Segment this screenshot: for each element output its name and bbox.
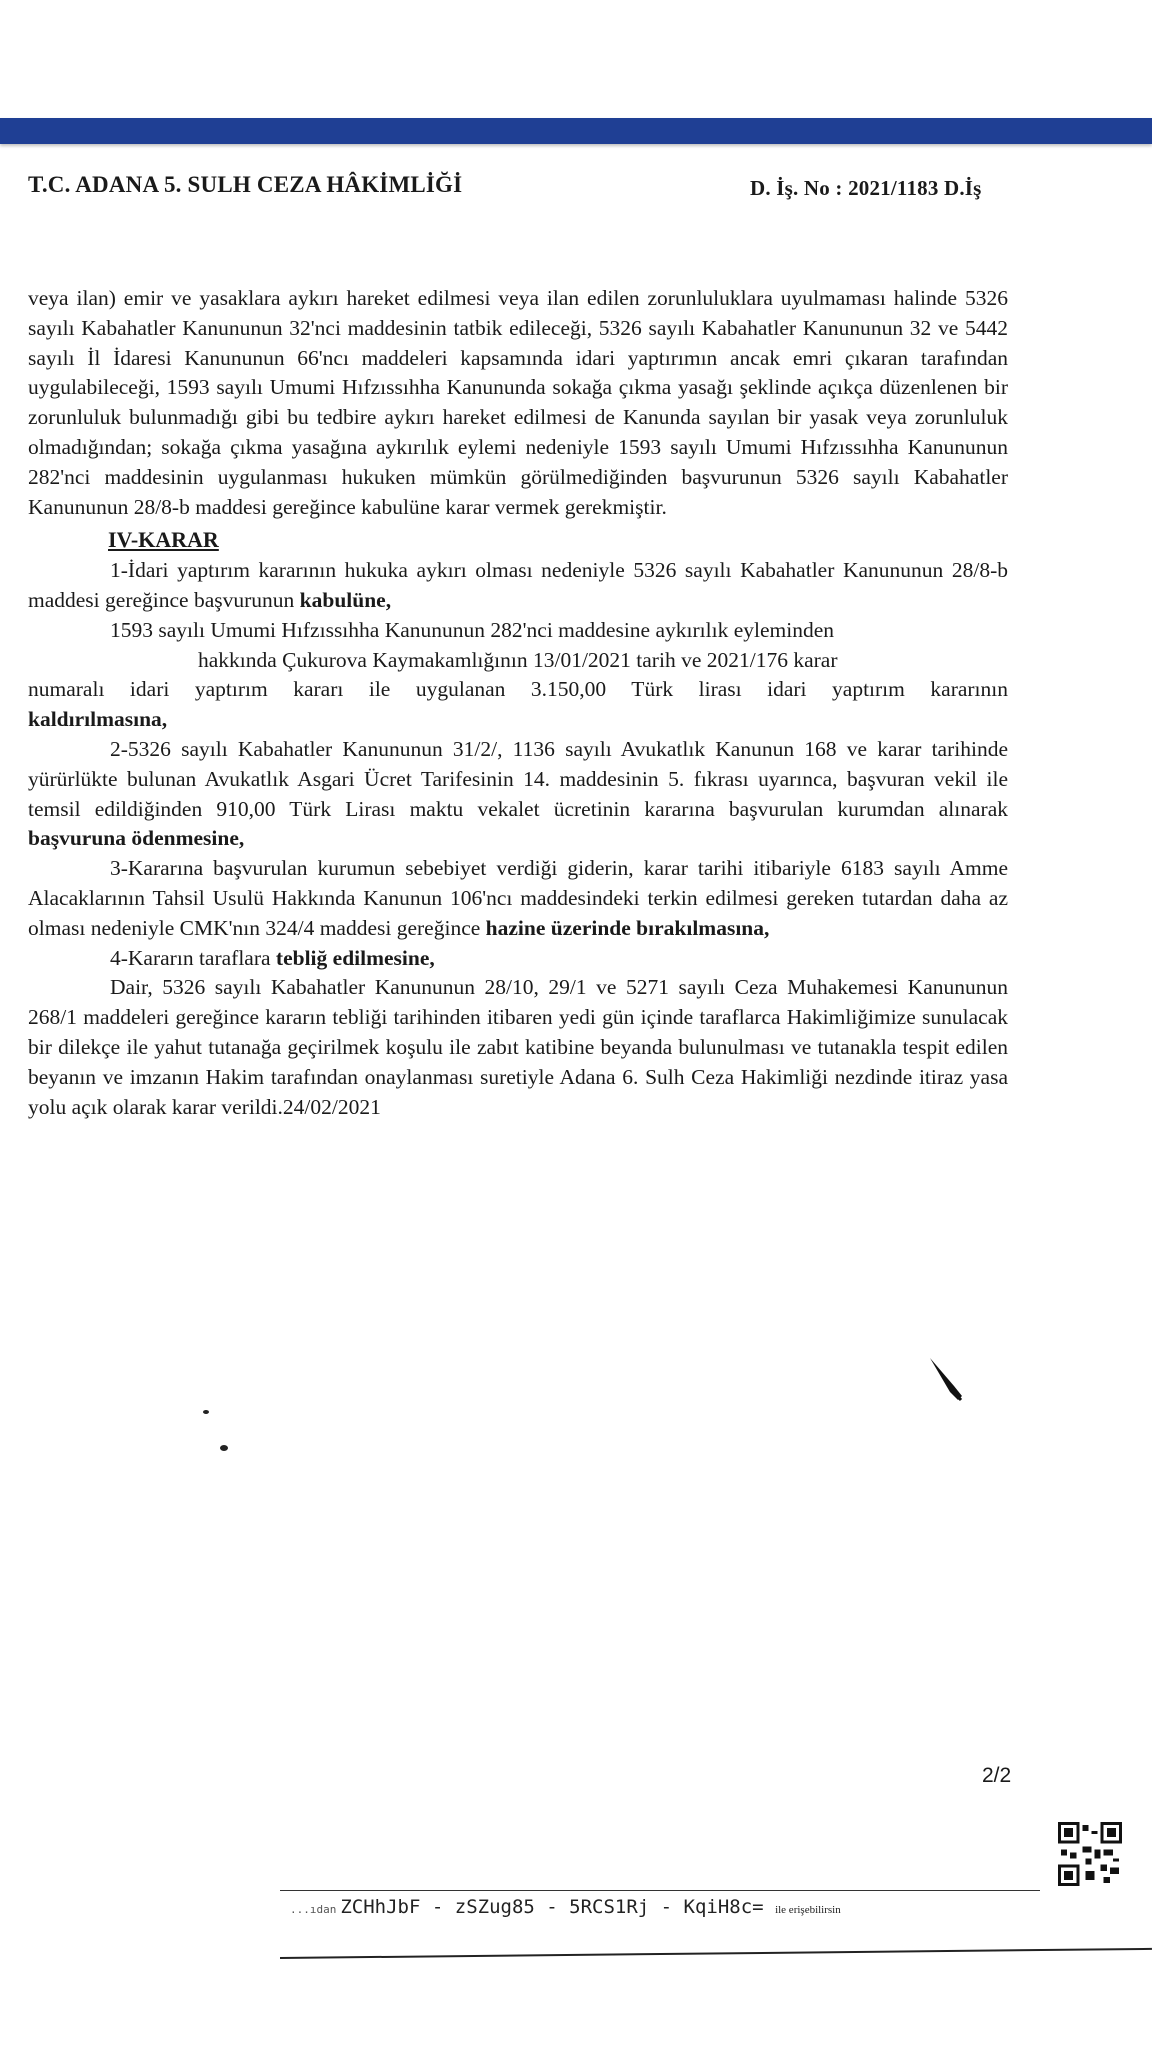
qr-code-icon (1058, 1820, 1122, 1888)
decision-item-1-bold: kabulüne, (299, 587, 392, 612)
section-heading: IV-KARAR (108, 527, 219, 553)
reasoning-paragraph: veya ilan) emir ve yasaklara aykırı hareket edilmesi veya ilan edilen zorunluluklara uyulmaması halinde 5326 sayılı Kabahatler Kanununun 32'nci maddesinin tatbik edileceği, 5326 sayılı Kabahatler Kanununun 32 ve 5442 sayılı İl İdaresi Kanununun 66'ncı maddeleri kapsamında idari yaptırımın ancak emri çıkaran tarafından uygulabileceği, 1593 sayılı Umumi Hıfzıssıhha Kanununda sokağa çıkma yasağı şeklinde açıkça düzenlenen bir zorunluluk bulunmadığı gibi bu tedbire aykırı hareket edilmesi de Kanunda sayılan bir yasak veya zorunluluk olmadığından; sokağa çıkma yasağına aykırılık eylemi nedeniyle 1593 sayılı Umumi Hıfzıssıhha Kanununun 282'nci maddesinin uygulanması hukuken mümkün görülmediğinden başvurunun 5326 sayılı Kabahatler Kanununun 28/8-b maddesi gereğince kabulüne karar vermek gerekmiştir. (28, 286, 1008, 519)
decision-item-4-text: 4-Kararın taraflara (110, 945, 276, 970)
verification-code-line (290, 1896, 841, 1918)
verification-prefix: ...ıdan (290, 1903, 337, 1916)
court-name: T.C. ADANA 5. SULH CEZA HÂKİMLİĞİ (28, 172, 463, 197)
verification-rule (280, 1890, 1040, 1891)
decision-item-1b-bold (28, 705, 1008, 735)
decision-item-4 (28, 944, 1008, 974)
document-body (28, 284, 1008, 1122)
decision-item-3-bold: hazine üzerinde bırakılmasına, (485, 915, 770, 940)
closing-paragraph: Dair, 5326 sayılı Kabahatler Kanununun 28/10, 29/1 ve 5271 sayılı Ceza Muhakemesi Kanununun 268/1 maddeleri gereğince kararın tebliği tarihinden itibaren yedi gün içinde taraflarca Hakimliğimize sunulacak bir dilekçe ile yahut tutanağa geçirilmek koşulu ile zabıt katibine beyanda bulunulması ve tutanakla tespit edilen beyanın ve imzanın Hakim tarafından onaylanması suretiyle Adana 6. Sulh Ceza Hakimliği nezdinde itiraz yasa yolu açık olarak karar verildi.24/02/2021 (28, 975, 1008, 1119)
ink-spot-icon (198, 1406, 238, 1456)
decision-item-1b-line-2: hakkında Çukurova Kaymakamlığının 13/01/2021 tarih ve 2021/176 karar (198, 647, 838, 672)
decision-item-2-bold: başvuruna ödenmesine, (28, 826, 245, 851)
decision-item-2-text: 2-5326 sayılı Kabahatler Kanununun 31/2/, 1136 sayılı Avukatlık Kanunun 168 ve karar tarihinde yürürlükte bulunan Avukatlık Asgari Ücret Tarifesinin 14. maddesinin 5. fıkrası uyarınca, başvuran vekil ile temsil edildiğinden 910,00 Türk Lirası maktu vekalet ücretinin kararına başvurulan kurumdan alınarak (28, 736, 1008, 821)
signature-mark-icon (928, 1356, 964, 1404)
decision-item-1b-line-1: 1593 sayılı Umumi Hıfzıssıhha Kanununun 282'nci maddesine aykırılık eyleminden (110, 617, 834, 642)
decision-item-3-text: 3-Kararına başvurulan kurumun sebebiyet verdiği giderin, karar tarihi itibariyle 6183 sayılı Amme Alacaklarının Tahsil Usulü Hakkında Kanunun 106'ncı maddesindeki terkin edilmesi gereken tutardan daha az olması nedeniyle CMK'nın 324/4 maddesi gereğince (28, 856, 1008, 940)
bottom-rule (280, 1948, 1152, 1959)
decision-item-1-text: 1-İdari yaptırım kararının hukuka aykırı olması nedeniyle 5326 sayılı Kabahatler Kanununun 28/8-b maddesi gereğince başvurunun (28, 558, 1008, 612)
top-color-band (0, 118, 1152, 144)
decision-item-1b-line-3: numaralı idari yaptırım kararı ile uygulanan 3.150,00 Türk lirası idari yaptırım kararının (28, 677, 1008, 702)
page-number: 2/2 (982, 1764, 1012, 1787)
decision-item-2 (28, 735, 1008, 854)
decision-item-1b-bold-text: kaldırılmasına, (28, 707, 168, 732)
decision-item-1 (28, 556, 1008, 616)
decision-item-4-bold: tebliğ edilmesine, (275, 945, 435, 970)
decision-item-3 (28, 854, 1008, 943)
verification-suffix: ile erişebilirsin (775, 1904, 841, 1916)
case-number: D. İş. No : 2021/1183 D.İş (750, 176, 982, 200)
verification-code: ZCHhJbF - zSZug85 - 5RCS1Rj - KqiH8c= (340, 1896, 764, 1918)
